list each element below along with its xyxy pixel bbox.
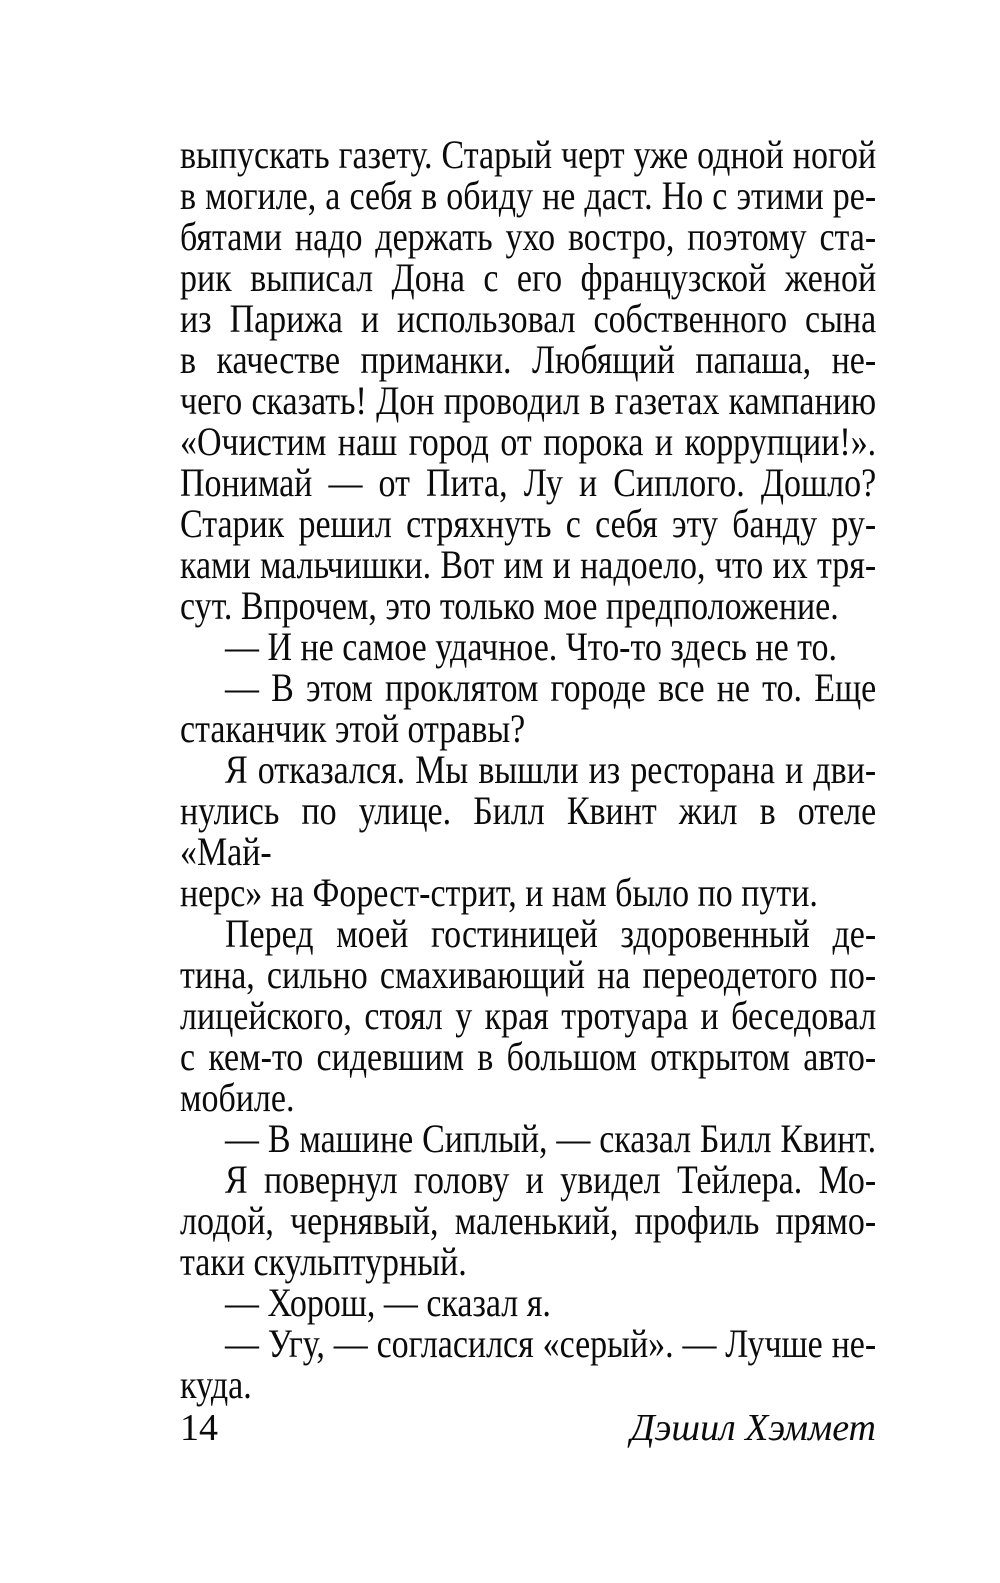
text-line: мобиле. <box>180 1075 295 1120</box>
text-line: Я отказался. Мы вышли из ресторана и дви- <box>224 747 877 792</box>
text-line: сут. Впрочем, это только мое предположение. <box>180 583 839 628</box>
text-line: в качестве приманки. Любящий папаша, не- <box>180 337 877 382</box>
text-line: тина, сильно смахивающий на переодетого по- <box>180 952 877 997</box>
text-line: рик выписал Дона с его французской женой <box>180 255 877 300</box>
text-line: — В машине Сиплый, — сказал Билл Квинт. <box>224 1116 877 1161</box>
text-line: Понимай — от Пита, Лу и Сиплого. Дошло? <box>180 460 877 505</box>
text-line: нерс» на Форест-стрит, и нам было по пути. <box>180 870 818 915</box>
text-line: бятами надо держать ухо востро, поэтому ста- <box>180 214 877 259</box>
page-footer <box>180 1408 876 1449</box>
text-line: Я повернул голову и увидел Тейлера. Мо- <box>224 1157 877 1202</box>
text-line: — В этом проклятом городе все не то. Еще <box>224 665 877 710</box>
text-line: — Хорош, — сказал я. <box>224 1280 551 1325</box>
text-line: Старик решил стряхнуть с себя эту банду ру- <box>180 501 877 546</box>
text-line: — Угу, — согласился «серый». — Лучше не- <box>224 1321 877 1366</box>
text-line: чего сказать! Дон проводил в газетах кампанию <box>180 378 877 423</box>
text-line: куда. <box>180 1362 252 1407</box>
text-line: таки скульптурный. <box>180 1239 467 1284</box>
text-line: из Парижа и использовал собственного сына <box>180 296 877 341</box>
text-line: с кем-то сидевшим в большом открытом авто- <box>180 1034 877 1079</box>
text-line: лодой, чернявый, маленький, профиль прямо- <box>180 1198 877 1243</box>
text-line: стаканчик этой отравы? <box>180 706 526 751</box>
text-line: Перед моей гостиницей здоровенный де- <box>224 911 877 956</box>
text-line: ками мальчишки. Вот им и надоело, что их тря- <box>180 542 877 587</box>
text-line: «Очистим наш город от порока и коррупции!». <box>180 419 877 464</box>
body-text <box>180 134 1000 1405</box>
page-number: 14 <box>180 1407 218 1449</box>
running-title-author: Дэшил Хэммет <box>630 1407 876 1449</box>
text-line: лицейского, стоял у края тротуара и беседовал <box>180 993 877 1038</box>
text-line: в могиле, а себя в обиду не даст. Но с этими ре- <box>180 173 877 218</box>
text-line: — И не самое удачное. Что-то здесь не то. <box>224 624 838 669</box>
text-line: выпускать газету. Старый черт уже одной ногой <box>180 132 877 177</box>
text-line: нулись по улице. Билл Квинт жил в отеле «Май- <box>180 788 877 874</box>
